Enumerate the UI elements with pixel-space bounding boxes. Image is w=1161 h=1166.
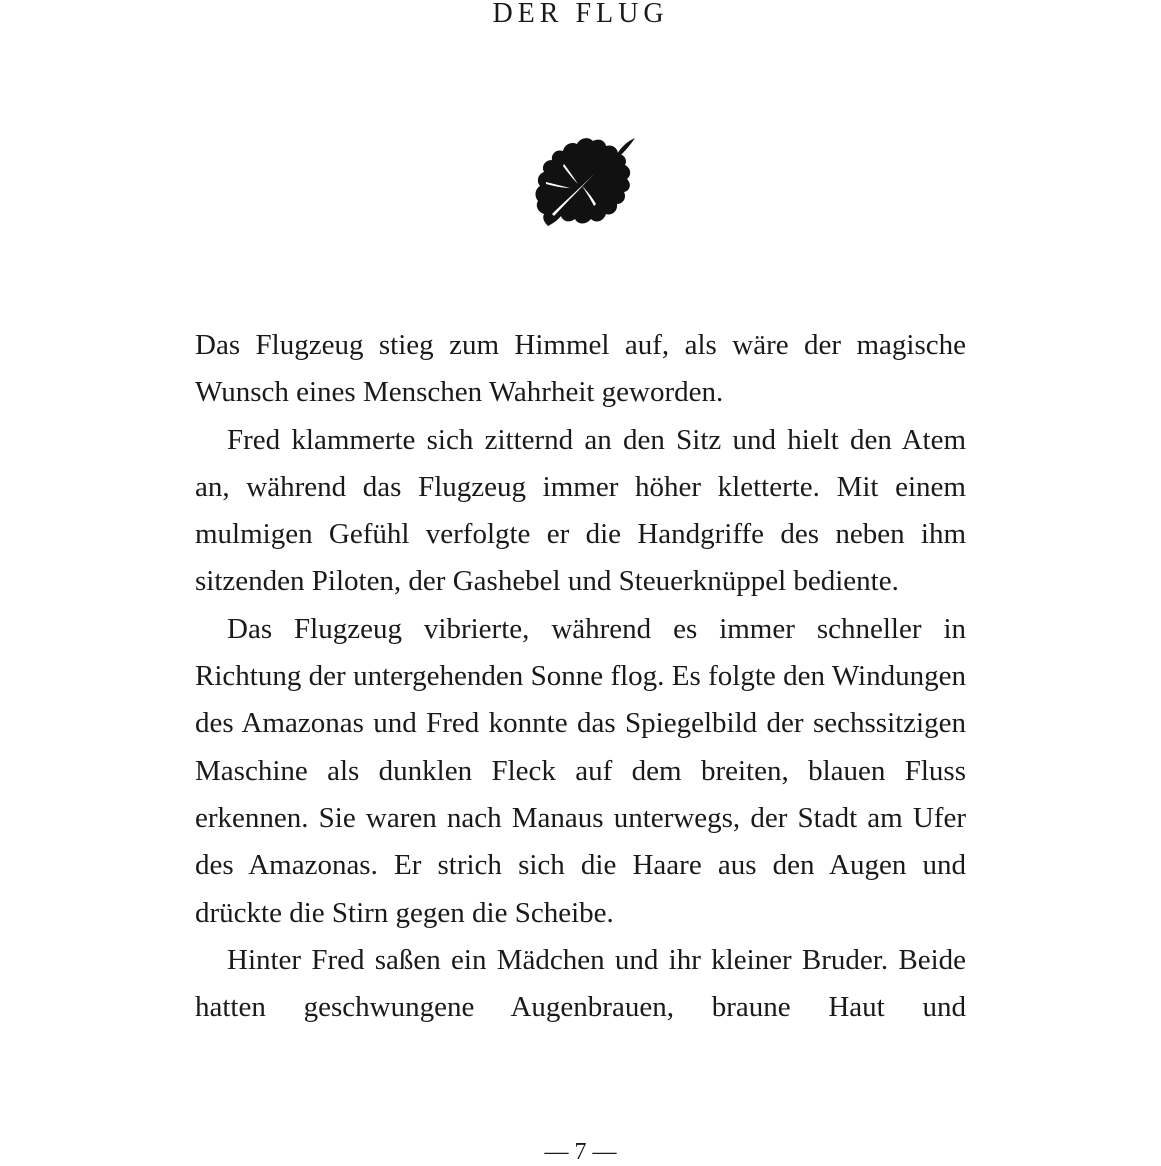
- paragraph: Hinter Fred saßen ein Mädchen und ihr kleiner Bruder. Beide hatten geschwungene Augenbrauen, braune Haut und: [195, 943, 966, 1024]
- paragraph: Das Flugzeug stieg zum Himmel auf, als wäre der magische Wunsch eines Menschen Wahrheit geworden.: [195, 329, 966, 409]
- paragraph: Das Flugzeug vibrierte, während es immer schneller in Richtung der untergehenden Sonne flog. Es folgte den Windungen des Amazonas und Fred konnte das Spiegelbild der sechssitzigen Maschine als dunklen Fleck auf dem breiten, blauen Fluss erkennen. Sie waren nach Manaus unterwegs, der Stadt am Ufer des Amazonas. Er strich sich die Haare aus den Augen und drückte die Stirn gegen die Scheibe.: [195, 612, 966, 929]
- leaf-ornament-icon: [534, 134, 638, 230]
- page-number: — 7 —: [544, 1139, 617, 1165]
- paragraph: Fred klammerte sich zitternd an den Sitz und hielt den Atem an, während das Flugzeug immer höher kletterte. Mit einem mulmigen Gefühl verfolgte er die Handgriffe des neben ihm sitzenden Piloten, der Gashebel und Steuerknüppel bediente.: [195, 423, 966, 598]
- running-header: DER FLUG: [492, 0, 669, 29]
- body-text: [195, 322, 966, 1031]
